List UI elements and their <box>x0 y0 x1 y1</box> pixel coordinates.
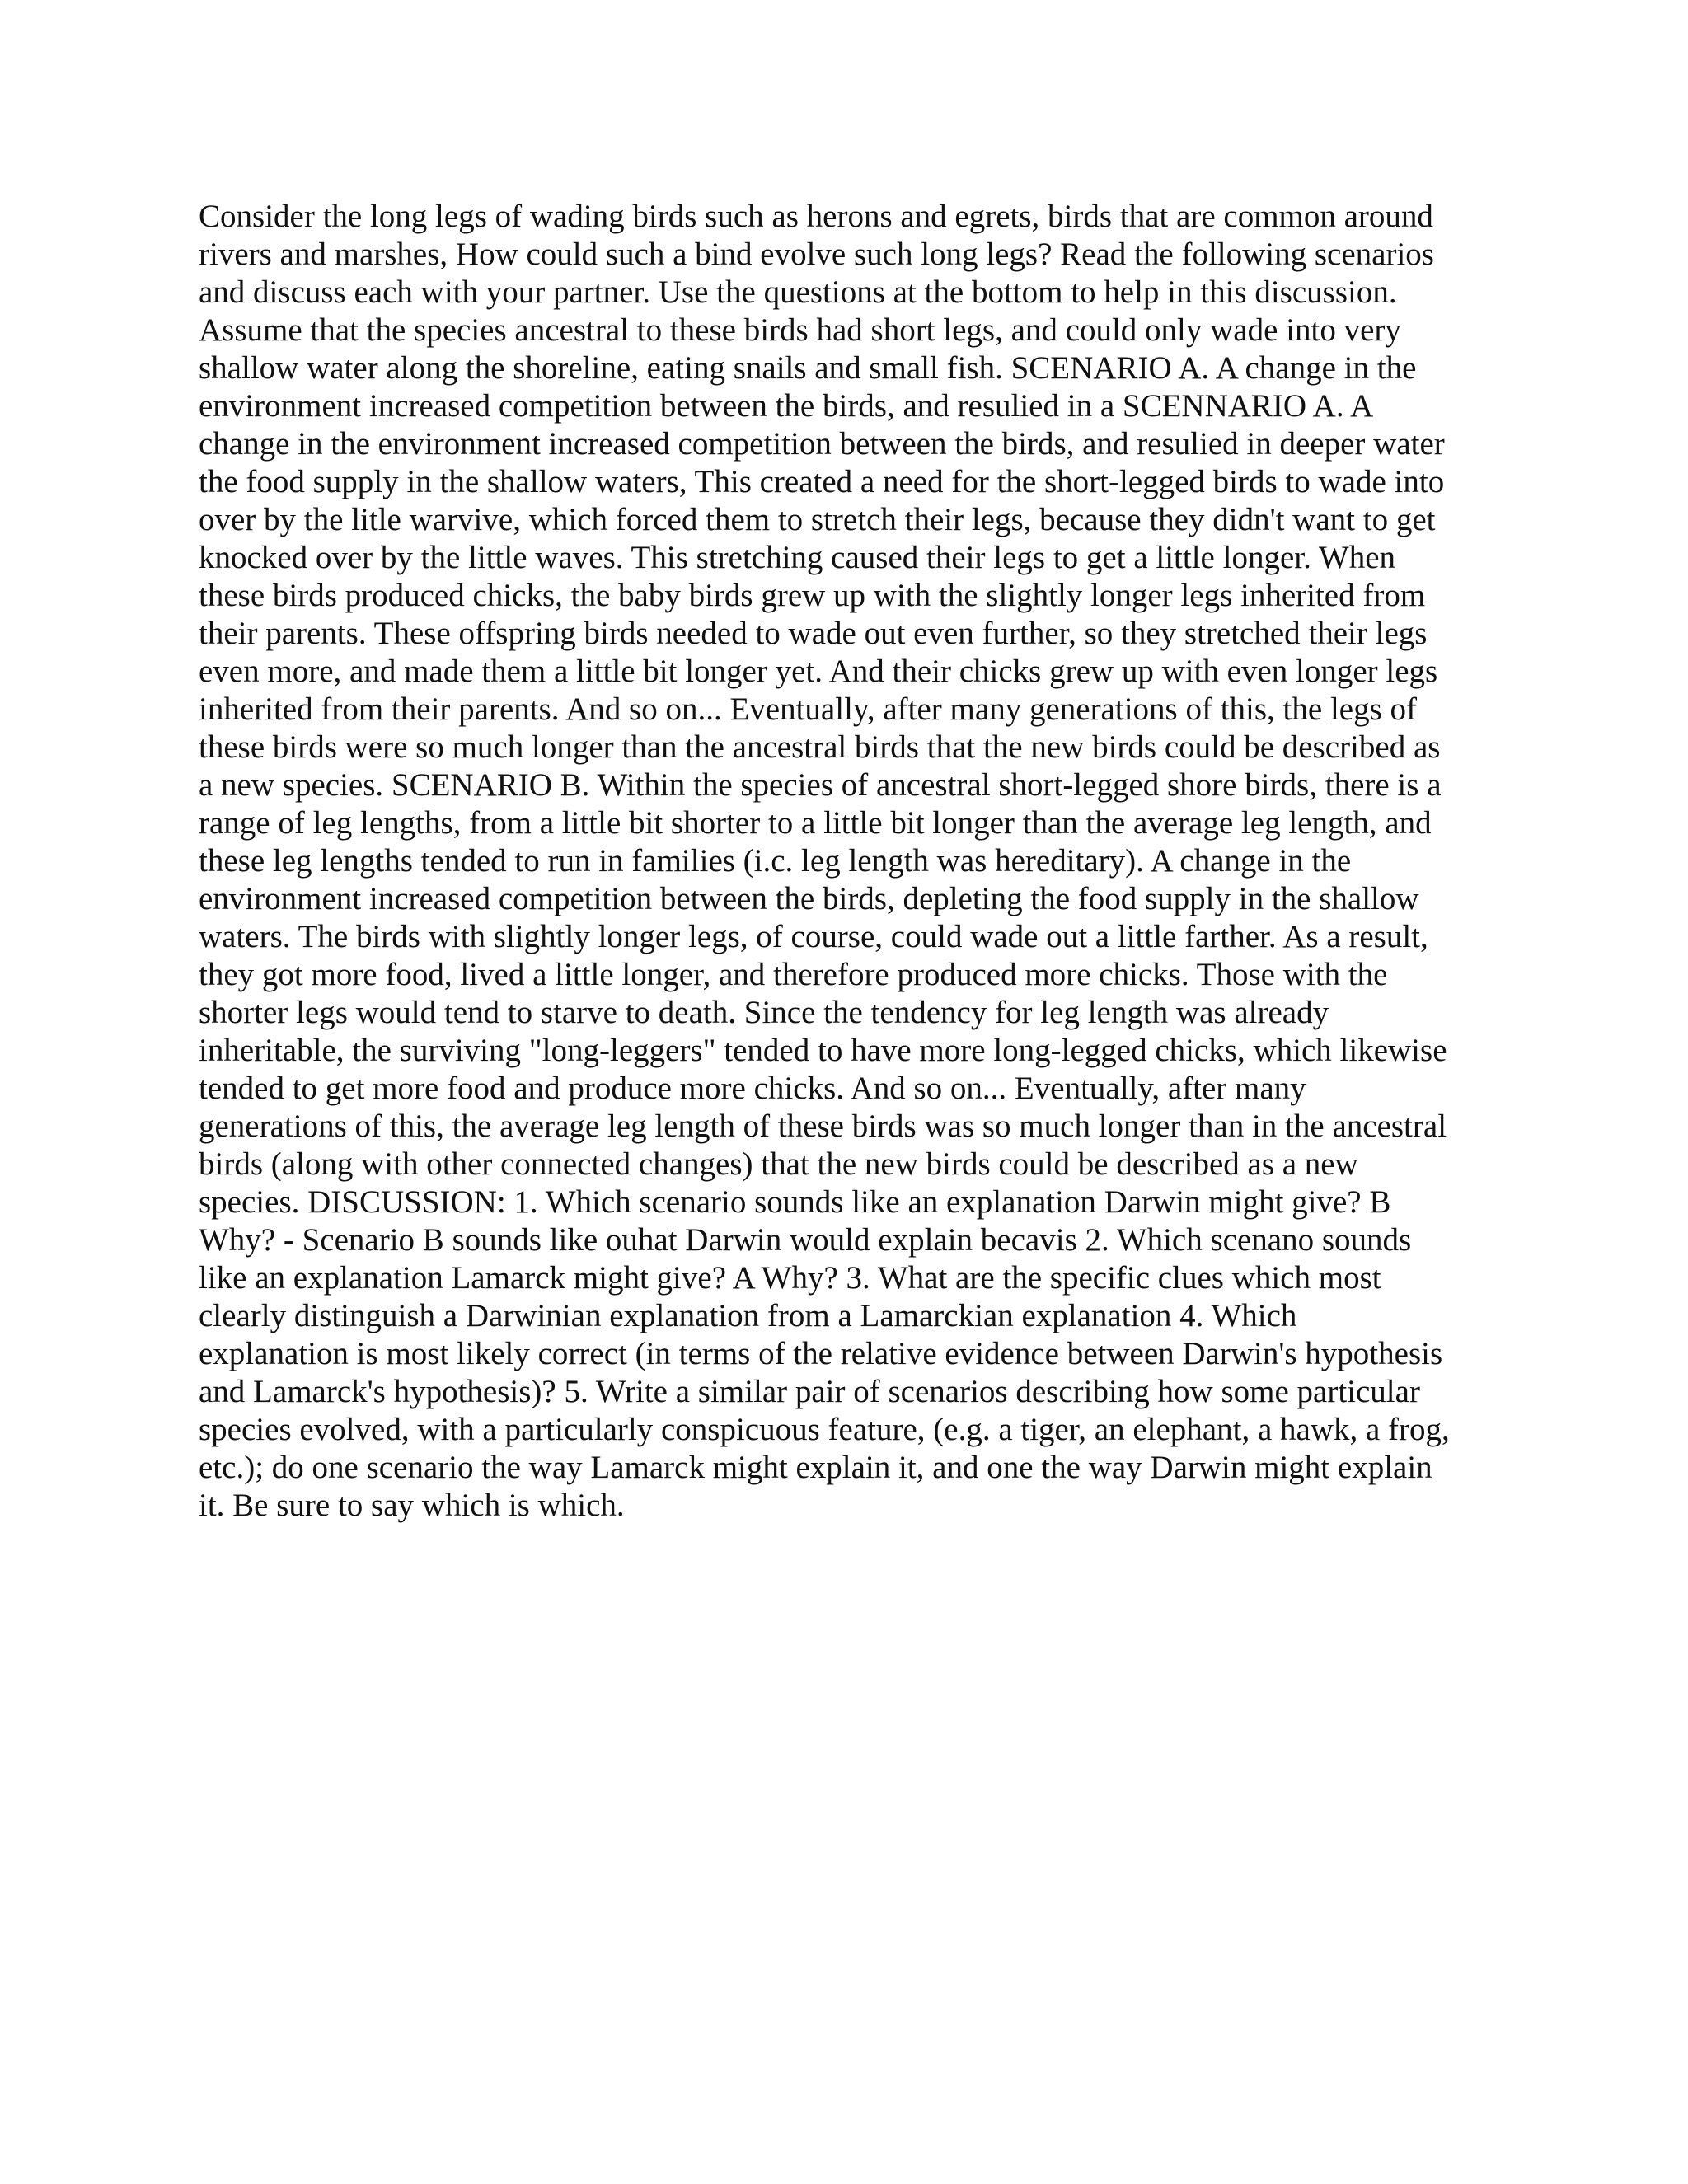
text-line: even more, and made them a little bit longer yet. And their chicks grew up with even longer legs <box>199 654 1438 689</box>
text-line: clearly distinguish a Darwinian explanation from a Lamarckian explanation 4. Which <box>199 1298 1297 1333</box>
body-paragraph <box>199 198 1493 1525</box>
text-line: range of leg lengths, from a little bit shorter to a little bit longer than the average leg length, and <box>199 805 1432 841</box>
text-line: the food supply in the shallow waters, This created a need for the short-legged birds to wade into <box>199 464 1445 499</box>
text-line: like an explanation Lamarck might give? A Why? 3. What are the specific clues which most <box>199 1260 1381 1296</box>
text-line: Assume that the species ancestral to these birds had short legs, and could only wade into very <box>199 312 1401 348</box>
text-line: environment increased competition between the birds, and resulied in a SCENNARIO A. A <box>199 388 1374 424</box>
text-line: over by the litle warvive, which forced them to stretch their legs, because they didn't want to get <box>199 502 1436 537</box>
text-line: environment increased competition between the birds, depleting the food supply in the shallow <box>199 881 1419 916</box>
text-line: inherited from their parents. And so on... Eventually, after many generations of this, the legs of <box>199 691 1418 727</box>
text-line: and discuss each with your partner. Use the questions at the bottom to help in this discussion. <box>199 274 1397 310</box>
text-line: these birds were so much longer than the ancestral birds that the new birds could be described as <box>199 729 1441 765</box>
text-line: these leg lengths tended to run in families (i.c. leg length was hereditary). A change in the <box>199 843 1352 879</box>
text-line: generations of this, the average leg length of these birds was so much longer than in the ancestral <box>199 1108 1447 1144</box>
text-line: Consider the long legs of wading birds such as herons and egrets, birds that are common around <box>199 199 1433 234</box>
text-line: explanation is most likely correct (in terms of the relative evidence between Darwin's hypothesis <box>199 1336 1443 1371</box>
text-line: birds (along with other connected changes) that the new birds could be described as a new <box>199 1146 1358 1182</box>
text-line: knocked over by the little waves. This stretching caused their legs to get a little longer. When <box>199 540 1396 575</box>
text-line: species. DISCUSSION: 1. Which scenario sounds like an explanation Darwin might give? B <box>199 1184 1391 1220</box>
text-line: Why? - Scenario B sounds like ouhat Darwin would explain becavis 2. Which scenano sounds <box>199 1222 1412 1258</box>
text-line: species evolved, with a particularly conspicuous feature, (e.g. a tiger, an elephant, a hawk, a frog, <box>199 1412 1450 1447</box>
text-line: shorter legs would tend to starve to death. Since the tendency for leg length was already <box>199 995 1329 1030</box>
text-line: shallow water along the shoreline, eating snails and small fish. SCENARIO A. A change in the <box>199 350 1417 386</box>
text-line: their parents. These offspring birds needed to wade out even further, so they stretched their legs <box>199 616 1428 651</box>
text-line: these birds produced chicks, the baby birds grew up with the slightly longer legs inherited from <box>199 578 1426 613</box>
text-line: a new species. SCENARIO B. Within the species of ancestral short-legged shore birds, there is a <box>199 767 1442 803</box>
text-line: etc.); do one scenario the way Lamarck might explain it, and one the way Darwin might explain <box>199 1450 1432 1485</box>
text-line: waters. The birds with slightly longer legs, of course, could wade out a little farther. As a result, <box>199 919 1428 954</box>
text-line: they got more food, lived a little longer, and therefore produced more chicks. Those with the <box>199 957 1388 992</box>
text-line: change in the environment increased competition between the birds, and resulied in deeper water <box>199 426 1445 462</box>
text-line: tended to get more food and produce more chicks. And so on... Eventually, after many <box>199 1071 1306 1106</box>
text-line: it. Be sure to say which is which. <box>199 1488 625 1523</box>
text-line: inheritable, the surviving "long-leggers" tended to have more long-legged chicks, which likewise <box>199 1033 1447 1068</box>
text-line: rivers and marshes, How could such a bind evolve such long legs? Read the following scenarios <box>199 237 1434 272</box>
text-line: and Lamarck's hypothesis)? 5. Write a similar pair of scenarios describing how some particular <box>199 1374 1420 1409</box>
